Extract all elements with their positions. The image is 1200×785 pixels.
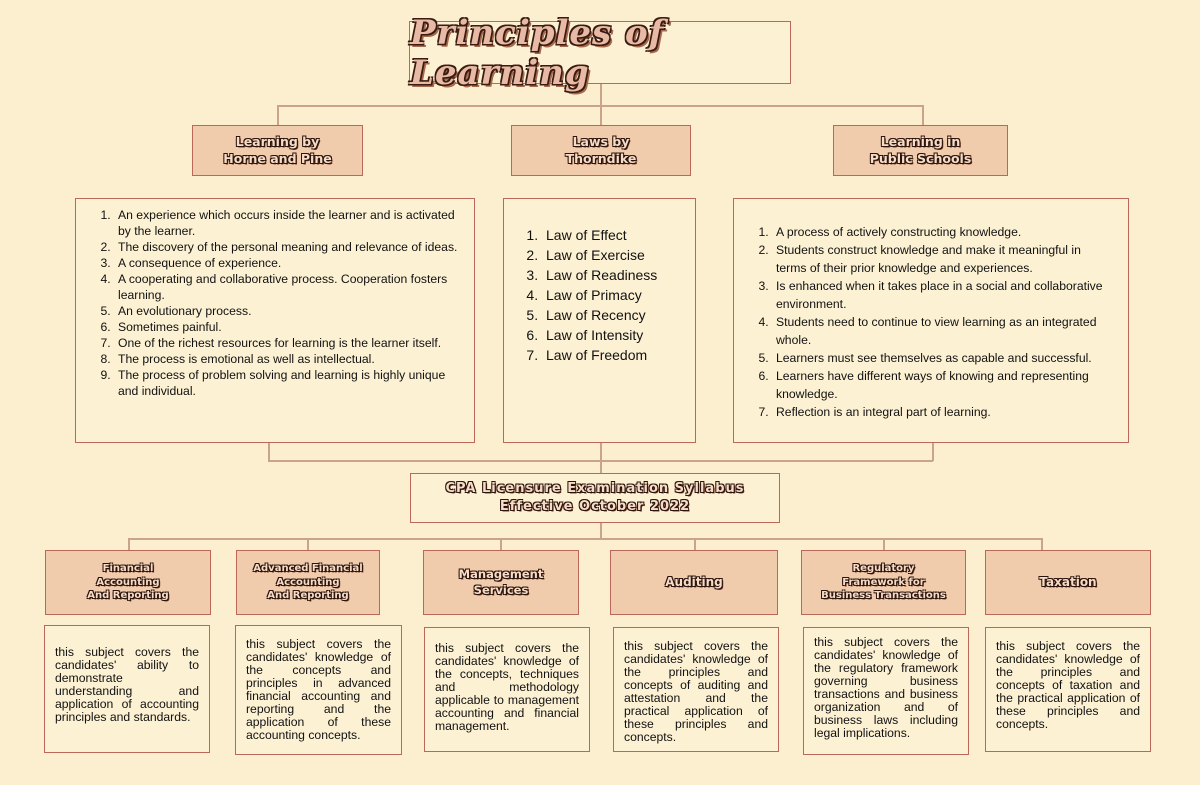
subject-desc-regulatory-framework: this subject covers the candidates' knowledge of the regulatory framework governing business transactions and business organization and of business laws including legal implications. (803, 627, 969, 755)
connector-line (128, 538, 130, 550)
subject-heading-label: Advanced Financial Accounting And Reporting (253, 563, 363, 602)
list-item: 7. Reflection is an integral part of learning. (772, 403, 1114, 421)
syllabus-heading: CPA Licensure Examination Syllabus Effective October 2022 (445, 481, 745, 514)
connector-line (268, 460, 933, 462)
connector-line (883, 538, 885, 550)
list-item: 6. Law of Intensity (542, 325, 687, 345)
connector-line (694, 538, 696, 550)
list-item: 6. Learners have different ways of knowing and representing knowledge. (772, 367, 1114, 403)
list-item: 7. Law of Freedom (542, 345, 687, 365)
branch-heading-horne-pine (192, 125, 363, 176)
list-item: 4. Law of Primacy (542, 285, 687, 305)
list-item: 2. The discovery of the personal meaning and relevance of ideas. (114, 239, 464, 255)
list-item: 2. Students construct knowledge and make it meaningful in terms of their prior knowledge and experiences. (772, 241, 1114, 277)
subject-heading-auditing (610, 550, 778, 615)
subject-heading-label: Financial Accounting And Reporting (87, 563, 169, 602)
syllabus-heading-box (410, 473, 780, 523)
subject-heading-label: Auditing (665, 575, 723, 590)
branch-heading-thorndike (511, 125, 691, 176)
connector-line (932, 443, 934, 461)
subject-heading-label: Management Services (458, 566, 544, 597)
list-item: 3. Law of Readiness (542, 265, 687, 285)
subject-desc-financial-accounting: this subject covers the candidates' ability to demonstrate understanding and application of accounting principles and standards. (44, 625, 210, 753)
subject-heading-financial-accounting (45, 550, 211, 615)
list-item: 8. The process is emotional as well as intellectual. (114, 351, 464, 367)
list-item: 5. Learners must see themselves as capable and successful. (772, 349, 1114, 367)
list-item: 5. Law of Recency (542, 305, 687, 325)
connector-line (268, 443, 270, 461)
subject-heading-regulatory-framework (801, 550, 966, 615)
subject-heading-advanced-financial-accounting (236, 550, 380, 615)
horne-pine-panel (75, 198, 475, 443)
list-item: 7. One of the richest resources for learning is the learner itself. (114, 335, 464, 351)
connector-line (128, 538, 1042, 540)
thorndike-panel (503, 198, 696, 443)
subject-heading-taxation (985, 550, 1151, 615)
list-item: 1. A process of actively constructing knowledge. (772, 223, 1114, 241)
subject-desc-auditing: this subject covers the candidates' knowledge of the principles and concepts of auditing and attestation and the practical application of these principles and concepts. (613, 627, 779, 752)
list-item: 1. Law of Effect (542, 225, 687, 245)
branch-heading-public-schools (833, 125, 1008, 176)
title-box (409, 12, 791, 93)
connector-line (600, 522, 602, 539)
branch-heading-label: Laws by Thorndike (565, 133, 637, 166)
connector-line (500, 538, 502, 550)
list-item: 6. Sometimes painful. (114, 319, 464, 335)
connector-line (922, 105, 924, 125)
connector-line (600, 105, 602, 125)
branch-heading-label: Learning by Horne and Pine (223, 133, 332, 166)
list-item: 4. A cooperating and collaborative process. Cooperation fosters learning. (114, 271, 464, 303)
subject-desc-management-services: this subject covers the candidates' knowledge of the concepts, techniques and methodology applicable to management accounting and financial management. (424, 627, 590, 752)
branch-heading-label: Learning in Public Schools (869, 133, 972, 166)
subject-desc-taxation: this subject covers the candidates' knowledge of the principles and concepts of taxation and the practical application of these principles and concepts. (985, 627, 1151, 752)
subject-heading-management-services (423, 550, 579, 615)
list-item: 3. Is enhanced when it takes place in a social and collaborative environment. (772, 277, 1114, 313)
list-item: 4. Students need to continue to view learning as an integrated whole. (772, 313, 1114, 349)
list-item: 5. An evolutionary process. (114, 303, 464, 319)
connector-line (600, 443, 602, 473)
subject-heading-label: Regulatory Framework for Business Transactions (821, 563, 946, 602)
connector-line (277, 105, 279, 125)
list-item: 2. Law of Exercise (542, 245, 687, 265)
public-schools-panel (733, 198, 1129, 443)
subject-desc-advanced-financial-accounting: this subject covers the candidates' knowledge of the concepts and principles in advanced financial accounting and reporting and the application of these accounting concepts. (235, 625, 402, 755)
list-item: 9. The process of problem solving and learning is highly unique and individual. (114, 367, 464, 399)
list-item: 1. An experience which occurs inside the learner and is activated by the learner. (114, 207, 464, 239)
page-title: Principles of Learning (410, 12, 665, 93)
connector-line (307, 538, 309, 550)
list-item: 3. A consequence of experience. (114, 255, 464, 271)
connector-line (1041, 538, 1043, 550)
subject-heading-label: Taxation (1039, 575, 1097, 590)
